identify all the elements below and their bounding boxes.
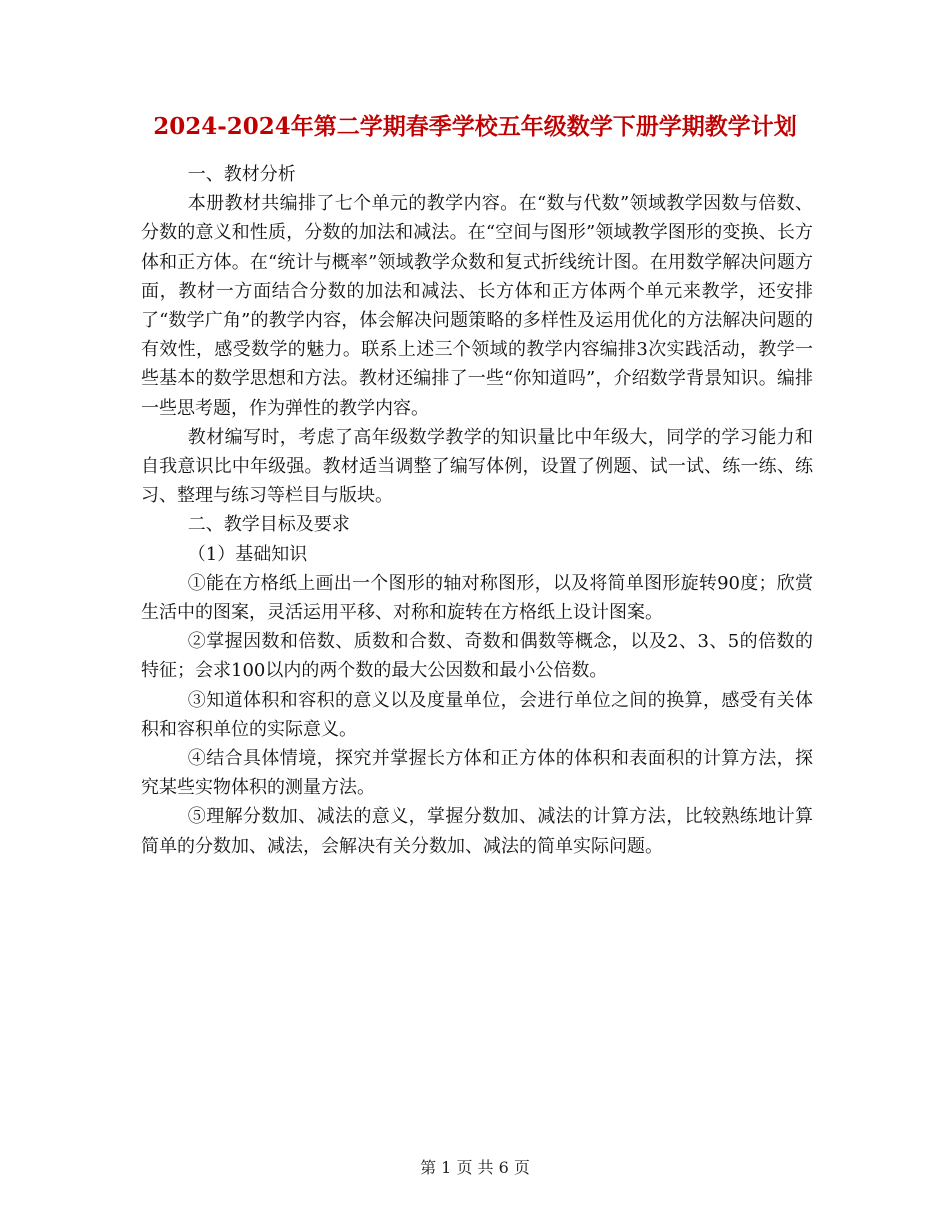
list-item-goal-4: ④结合具体情境，探究并掌握长方体和正方体的体积和表面积的计算方法，探究某些实物体积的测量方法。 [141, 748, 813, 799]
document-body [141, 160, 813, 861]
list-item-goal-3: ③知道体积和容积的意义以及度量单位，会进行单位之间的换算，感受有关体积和容积单位的实际意义。 [141, 689, 813, 740]
subsection-heading-basic-knowledge: （1）基础知识 [187, 543, 308, 565]
paragraph-textbook-overview: 本册教材共编排了七个单元的教学内容。在“数与代数”领域教学因数与倍数、分数的意义和性质，分数的加法和减法。在“空间与图形”领域教学图形的变换、长方体和正方体。在“统计与概率”领域教学众数和复式折线统计图。在用数学解决问题方面，教材一方面结合分数的加法和减法、长方体和正方体两个单元来教学，还安排了“数学广角”的教学内容，体会解决问题策略的多样性及运用优化的方法解决问题的有效性，感受数学的魅力。联系上述三个领域的教学内容编排3次实践活动，教学一些基本的数学思想和方法。教材还编排了一些“你知道吗”，介绍数学背景知识。编排一些思考题，作为弹性的教学内容。 [141, 193, 813, 419]
section-heading-2: 二、教学目标及要求 [187, 514, 350, 536]
list-item-goal-2: ②掌握因数和倍数、质数和合数、奇数和偶数等概念，以及2、3、5的倍数的特征；会求100以内的两个数的最大公因数和最小公倍数。 [141, 631, 813, 682]
paragraph-textbook-design: 教材编写时，考虑了高年级数学教学的知识量比中年级大，同学的学习能力和自我意识比中年级强。教材适当调整了编写体例，设置了例题、试一试、练一练、练习、整理与练习等栏目与版块。 [141, 426, 813, 507]
list-item-goal-5: ⑤理解分数加、减法的意义，掌握分数加、减法的计算方法，比较熟练地计算简单的分数加、减法，会解决有关分数加、减法的简单实际问题。 [141, 806, 813, 857]
list-item-goal-1: ①能在方格纸上画出一个图形的轴对称图形，以及将简单图形旋转90度；欣赏生活中的图案，灵活运用平移、对称和旋转在方格纸上设计图案。 [141, 572, 813, 624]
document-title: 2024-2024年第二学期春季学校五年级数学下册学期教学计划 [153, 113, 797, 140]
page-footer: 第 1 页 共 6 页 [420, 1158, 530, 1177]
section-heading-1: 一、教材分析 [187, 164, 296, 185]
